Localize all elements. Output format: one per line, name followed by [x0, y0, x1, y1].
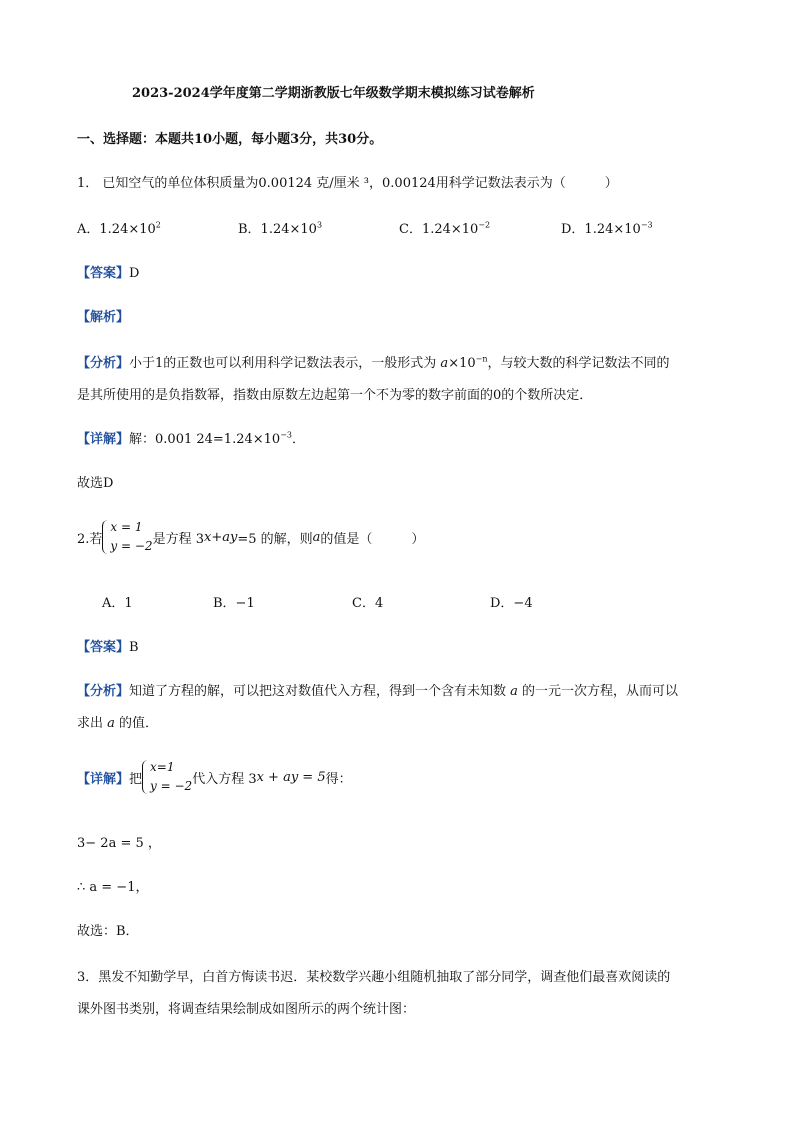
- answer-tag: 【答案】: [77, 266, 130, 281]
- q1-stem: 1． 已知空气的单位体积质量为0.00124 克/厘米 ³，0.00124用科学记数法表示为（ ）: [77, 176, 618, 191]
- q2-conclusion: 故选：B．: [77, 924, 139, 939]
- q1-option-d: D．$1.24\times 10^{-3}$: [561, 220, 653, 237]
- q1-option-b: B．$1.24\times 10^3$: [238, 220, 323, 237]
- q3-line2: 课外图书类别，将调查结果绘制成如图所示的两个统计图：: [77, 1002, 416, 1017]
- q1-analysis-tag: 【解析】: [77, 310, 130, 325]
- q2-detail: 【详解】 把 x=1 y = −2 代入方程 3 x + ay = 5 得：: [77, 760, 352, 793]
- q2-fenxi-line2: 求出 a 的值．: [77, 716, 159, 731]
- q1-option-a: A．$1.24\times 10^2$: [77, 220, 161, 237]
- q3-line1: 3．黑发不知勤学早，白首方悔读书迟．某校数学兴趣小组随机抽取了部分同学，调查他们最喜欢阅读的: [77, 970, 671, 985]
- q1-detail: 【详解】解：0.001 $24=1.24\times 10^{-3}$．: [77, 430, 305, 447]
- q1-conclusion: 故选D: [77, 476, 114, 491]
- q2-step1: 3− 2a = 5 ，: [77, 836, 161, 851]
- q1-option-c: C．$1.24\times 10^{-2}$: [399, 220, 491, 237]
- q1-answer: 【答案】D: [77, 266, 140, 281]
- q2-option-c: C．4: [352, 596, 384, 611]
- q1-fenxi-line2: 是其所使用的是负指数幂，指数由原数左边起第一个不为零的数字前面的0的个数所决定．: [77, 388, 593, 403]
- q2-option-a: A．1: [102, 596, 133, 611]
- q2-stem: 2.若 x = 1 y = −2 是方程 3 x + ay =5 的解，则 a 的值是（ ）: [77, 520, 425, 553]
- q1-fenxi-line1: 【分析】小于1的正数也可以利用科学记数法表示，一般形式为 $a\times 10^{-n}$，与较大数的科学记数法不同的: [77, 354, 670, 371]
- q2-answer: 【答案】B: [77, 640, 139, 655]
- section-heading: 一、选择题：本题共10小题，每小题3分，共30分。: [77, 132, 383, 147]
- q2-option-d: D．−4: [490, 596, 533, 611]
- equation-system: x=1 y = −2: [142, 760, 192, 794]
- equation-system: x = 1 y = −2: [102, 520, 152, 554]
- q2-option-b: B．−1: [213, 596, 255, 611]
- q2-step2: ∴ a = −1，: [77, 880, 149, 895]
- q2-fenxi-line1: 【分析】知道了方程的解，可以把这对数值代入方程，得到一个含有未知数 a 的一元一次方程，从而可以: [77, 684, 679, 699]
- document-title: 2023-2024学年度第二学期浙教版七年级数学期末模拟练习试卷解析: [132, 86, 535, 101]
